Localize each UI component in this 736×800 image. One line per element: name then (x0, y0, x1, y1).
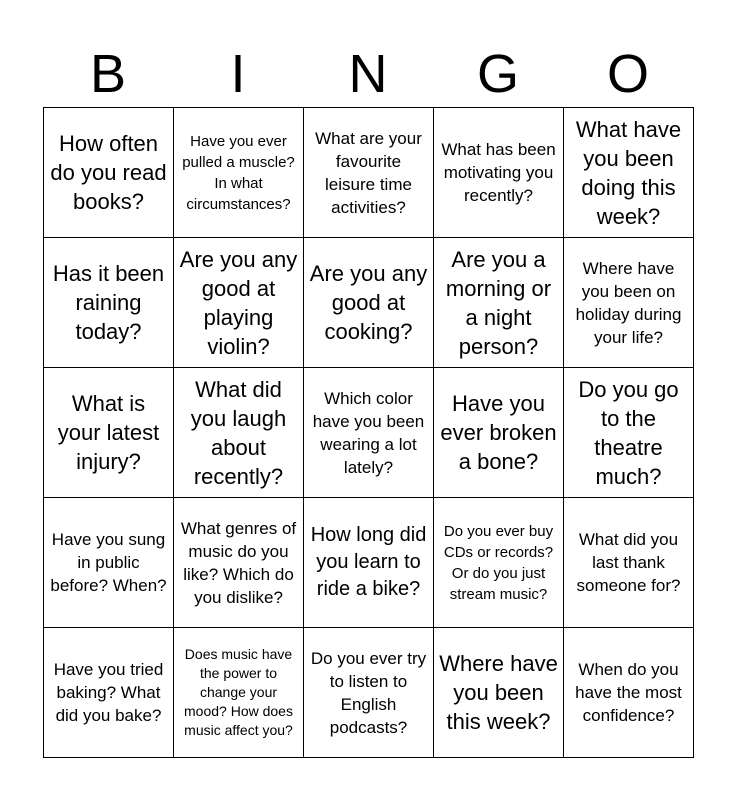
bingo-cell (174, 628, 304, 758)
cell-text: Does music have the power to change your mood? How does music affect you? (184, 646, 293, 738)
bingo-cell (434, 498, 564, 628)
bingo-cell (434, 238, 564, 368)
cell-text: What are your favourite leisure time activities? (315, 128, 422, 217)
cell-text: Are you any good at cooking? (309, 261, 428, 344)
cell-text: How often do you read books? (50, 131, 167, 214)
cell-text: Where have you been this week? (439, 651, 558, 734)
cell-text: When do you have the most confidence? (575, 660, 682, 725)
bingo-grid (43, 107, 694, 758)
bingo-cell (44, 108, 174, 238)
bingo-cell (434, 628, 564, 758)
bingo-cell (564, 498, 694, 628)
cell-text: What did you laugh about recently? (190, 376, 287, 489)
cell-text: Where have you been on holiday during your life? (575, 258, 682, 347)
header-letter-n: N (348, 44, 388, 104)
bingo-cell (434, 108, 564, 238)
bingo-cell (174, 498, 304, 628)
cell-text: What is your latest injury? (57, 391, 160, 474)
bingo-cell (304, 108, 434, 238)
bingo-cell (304, 628, 434, 758)
cell-text: Have you sung in public before? When? (50, 530, 167, 595)
bingo-cell (564, 238, 694, 368)
bingo-cell (304, 368, 434, 498)
cell-text: What has been motivating you recently? (441, 140, 556, 205)
header-letter-i: I (230, 44, 246, 104)
bingo-cell (44, 498, 174, 628)
bingo-cell (304, 498, 434, 628)
bingo-cell (174, 108, 304, 238)
cell-text: Has it been raining today? (52, 261, 165, 344)
bingo-cell (564, 628, 694, 758)
bingo-cell (564, 108, 694, 238)
cell-text: Have you tried baking? What did you bake? (53, 660, 164, 725)
cell-text: What have you been doing this week? (575, 116, 682, 229)
bingo-cell (434, 368, 564, 498)
bingo-cell (44, 238, 174, 368)
bingo-cell (44, 368, 174, 498)
cell-text: Are you a morning or a night person? (445, 246, 552, 359)
cell-text: How long did you learn to ride a bike? (310, 524, 427, 600)
cell-text: What genres of music do you like? Which do you dislike? (180, 518, 297, 607)
cell-text: Have you ever broken a bone? (440, 391, 557, 474)
bingo-cell (304, 238, 434, 368)
bingo-cell (44, 628, 174, 758)
header-letter-g: G (476, 44, 519, 104)
header-letter-o: O (606, 44, 649, 104)
bingo-cell (564, 368, 694, 498)
cell-text: Do you ever try to listen to English podcasts? (310, 648, 427, 737)
cell-text: Have you ever pulled a muscle? In what circumstances? (182, 132, 295, 213)
cell-text: What did you last thank someone for? (576, 530, 681, 595)
bingo-cell (174, 238, 304, 368)
cell-text: Do you ever buy CDs or records? Or do you just stream music? (443, 522, 554, 603)
cell-text: Are you any good at playing violin? (179, 246, 298, 359)
header-letter-b: B (89, 44, 127, 104)
bingo-cell (174, 368, 304, 498)
cell-text: Do you go to the theatre much? (578, 376, 679, 489)
cell-text: Which color have you been wearing a lot lately? (312, 388, 425, 477)
bingo-header (43, 40, 693, 108)
